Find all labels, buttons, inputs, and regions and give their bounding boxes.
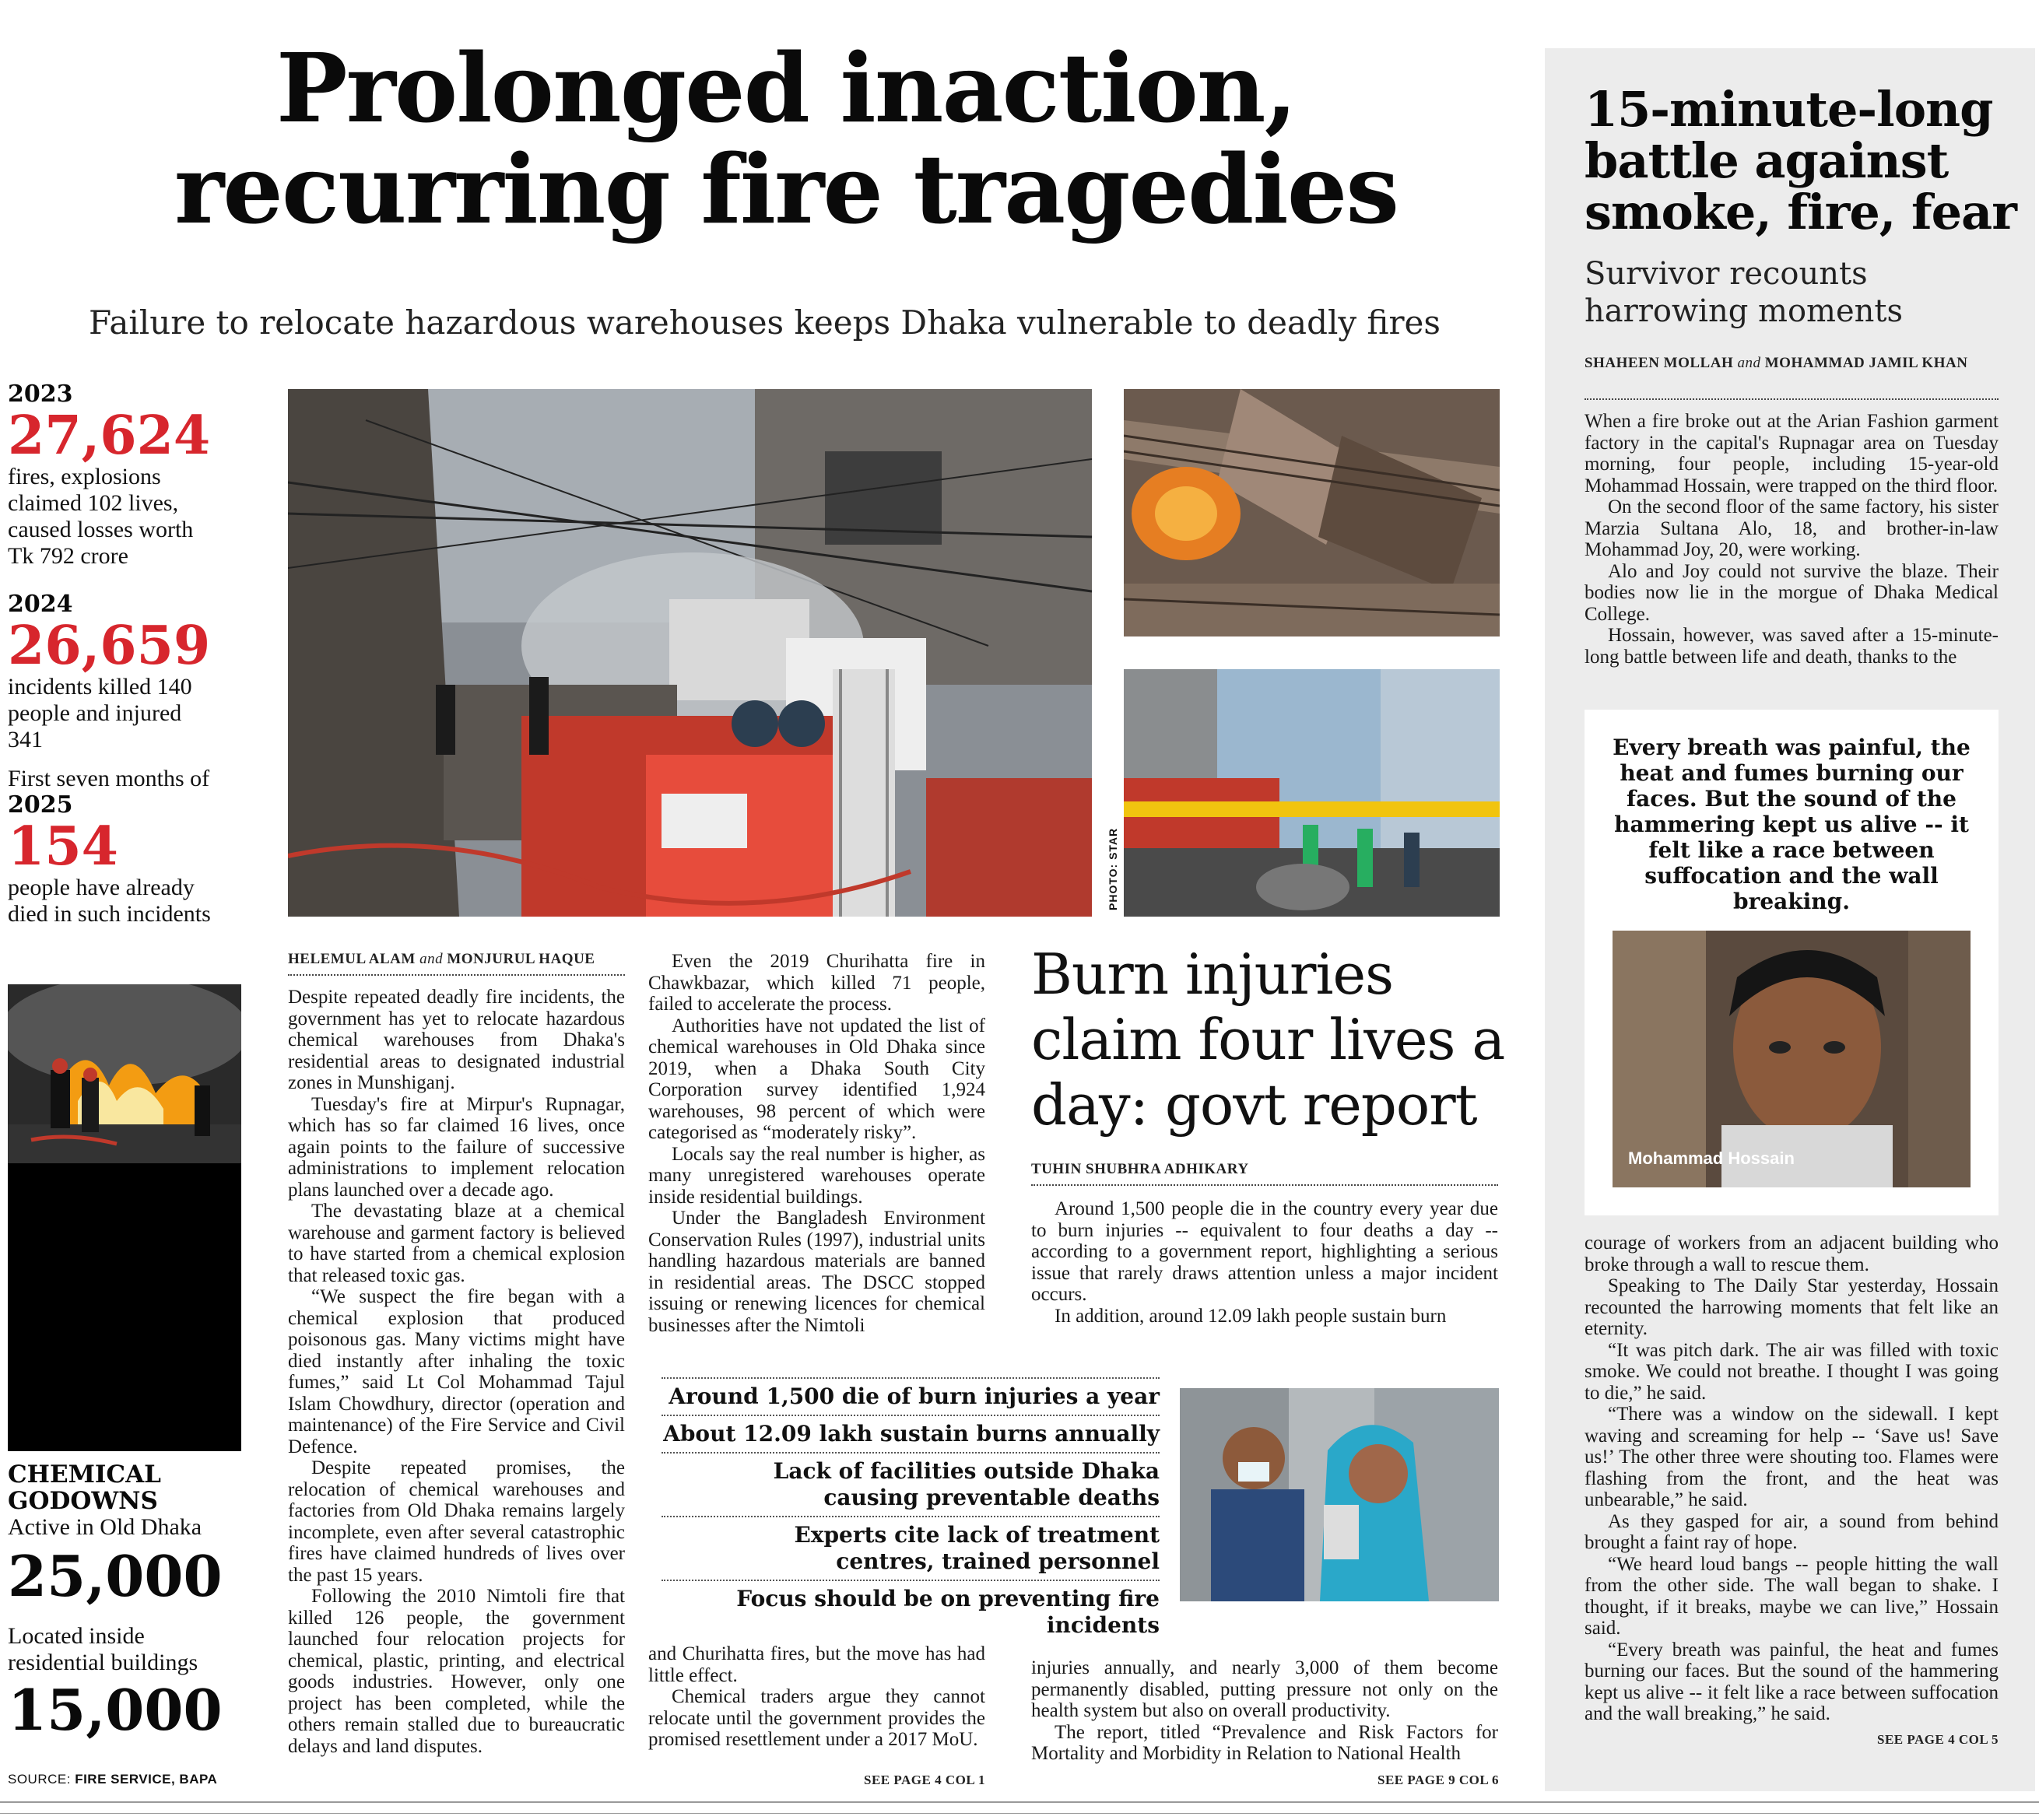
story1-byline-and: and [419,951,444,967]
paragraph: Even the 2019 Churihatta fire in Chawkbazar, which killed 71 people, failed to accelerate the process. [648,951,985,1015]
stat-2025-number: 154 [8,815,118,878]
godowns-block [8,1461,249,1745]
story1-author-a: HELEMUL ALAM [288,951,416,967]
stat-2023-number: 27,624 [8,405,211,467]
story2-headline [1031,942,1514,1138]
story3-author-a: SHAHEEN MOLLAH [1585,355,1734,371]
firefighters-photo [8,984,241,1451]
story2-rule [1031,1184,1498,1186]
source-value: FIRE SERVICE, BAPA [75,1772,218,1787]
story1-jump[interactable]: SEE PAGE 4 COL 1 [864,1773,985,1787]
story2-byline: TUHIN SHUBHRA ADHIKARY [1031,1161,1249,1177]
story3-top [1585,411,1999,668]
stat-2024-text [8,674,249,753]
story3-headline [1585,81,2020,240]
quote-box [1585,710,1999,1215]
highlight-item: Around 1,500 die of burn injuries a year [662,1379,1160,1416]
story2-top [1031,1198,1498,1327]
godowns-resid-number: 15,000 [8,1677,223,1743]
paragraph: Locals say the real number is higher, as many unregistered warehouses operate inside residential buildings. [648,1143,985,1208]
paragraph: When a fire broke out at the Arian Fashion garment factory in the capital's Rupnagar area on Tuesday morning, four people, including 15-year-old Mohammad Hossain, were trapped on the third floor. [1585,411,1999,496]
paragraph: Despite repeated promises, the relocation of chemical warehouses and factories from Old Dhaka remains largely incomplete, even after several catastrophic fires have claimed hundreds of lives over the past 15 years. [288,1457,625,1586]
paragraph: In addition, around 12.09 lakh people sustain burn [1055,1305,1447,1327]
stat-2025-text [8,875,249,928]
story3-subhead-line2: harrowing moments [1585,293,1904,329]
paragraph: Chemical traders argue they cannot relocate until the government provides the promised resettlement under a 2017 MoU. [648,1686,985,1750]
story2-bottom [1031,1657,1498,1765]
stat-2024-number: 26,659 [8,615,211,677]
paragraph: The report, titled “Prevalence and Risk Factors for Mortality and Morbidity in Relation to National Health [1031,1721,1498,1764]
story1-col2-bottom [648,1643,985,1751]
paragraph: “We heard loud bangs -- people hitting the wall from the other side. The wall began to shake. I thought, if it breaks, maybe we can live,” Hossain said. [1585,1553,1999,1639]
story3-subhead-line1: Survivor recounts [1585,256,1868,292]
paragraph: As they gasped for air, a sound from behind brought a faint ray of hope. [1585,1510,1999,1553]
portrait-photo [1613,931,1971,1187]
story1-author-b: MONJURUL HAQUE [447,951,595,967]
stat-text-line: fires, explosions [8,464,161,489]
stat-2023-year: 2023 [8,380,73,408]
paragraph: “We suspect the fire began with a chemical explosion that produced poisonous gas. Many victims might have died instantly after inhaling the toxic fumes,” said Lt Col Mohammad Tajul Islam Chowdhury, director (operation and maintenance) of the Fire Service and Civil Defence. [288,1286,625,1457]
godowns-title-line2: GODOWNS [8,1487,158,1515]
bottom-rule-2 [0,1813,2039,1814]
godowns-title-line1: CHEMICAL [8,1461,161,1489]
story1-rule [288,974,625,976]
main-subhead: Failure to relocate hazardous warehouses keeps Dhaka vulnerable to deadly fires [89,303,1441,342]
stat-text-line: died in such incidents [8,901,211,927]
stat-text-line: Tk 792 crore [8,543,128,569]
paragraph: Under the Bangladesh Environment Conservation Rules (1997), industrial units handling hazardous materials are banned in residential areas. The DSCC stopped issuing or renewing licences for chemical businesses after the Nimtoli [648,1208,985,1336]
stat-2025-intro: First seven months of [8,766,210,791]
main-headline [47,32,1525,245]
highlight-item: Experts cite lack of treatment centres, trained personnel [662,1517,1160,1581]
stat-text-line: people and injured [8,700,182,726]
godowns-title [8,1461,249,1514]
photo-credit: PHOTO: STAR [1107,827,1119,910]
pull-quote: Every breath was painful, the heat and fumes burning our faces. But the sound of the hammering kept us alive -- it felt like a race between suffocation and the wall breaking. [1613,735,1971,914]
story1-byline [288,951,623,968]
story2-headline-line3: day: govt report [1031,1072,1477,1138]
story3-headline-line2: battle against [1585,132,1949,189]
story2-jump[interactable]: SEE PAGE 9 COL 6 [1377,1773,1499,1787]
paragraph: Alo and Joy could not survive the blaze. Their bodies now lie in the morgue of Dhaka Medical College. [1585,560,1999,625]
paragraph: “Every breath was painful, the heat and fumes burning our faces. But the sound of the hammering kept us alive -- it felt like a race between suffocation and the wall breaking,” he said. [1585,1639,1999,1724]
portrait-caption: Mohammad Hossain [1628,1148,1795,1168]
paragraph: On the second floor of the same factory, his sister Marzia Sultana Alo, 18, and brother-in-law Mohammad Joy, 20, were working. [1585,496,1999,560]
story3-headline-line3: smoke, fire, fear [1585,184,2016,240]
story3-bottom [1585,1233,1999,1725]
source-line [8,1772,217,1787]
source-label: SOURCE: [8,1772,71,1787]
paragraph: and Churihatta fires, but the move has had little effect. [648,1643,985,1686]
burned-roof-photo [1124,389,1500,636]
stat-2024-year: 2024 [8,591,73,618]
story3-byline-and: and [1737,355,1761,371]
godowns-resid-label [8,1623,249,1676]
highlight-item: Focus should be on preventing fire incidents [736,1586,1160,1638]
paragraph: injuries annually, and nearly 3,000 of them become permanently disabled, putting pressure not only on the health system but also on overall productivity. [1031,1657,1498,1721]
godowns-resid-line2: residential buildings [8,1650,198,1675]
story2-highlights [662,1377,1160,1643]
grieving-relatives-photo [1180,1388,1499,1601]
paragraph: Speaking to The Daily Star yesterday, Hossain recounted the harrowing moments that felt like an eternity. [1585,1275,1999,1339]
highlight-item: Lack of facilities outside Dhaka causing preventable deaths [662,1454,1160,1517]
story3-headline-line1: 15-minute-long [1585,81,1993,138]
story2-headline-line2: claim four lives a [1031,1007,1505,1072]
story3-byline [1585,355,2005,372]
story3-subhead [1585,255,2020,330]
main-fire-truck-photo [288,389,1092,917]
story1-col1 [288,987,625,1757]
stat-2023-text [8,464,249,570]
godowns-active-label: Active in Old Dhaka [8,1514,202,1540]
stat-text-line: people have already [8,875,195,900]
story3-rule [1585,398,1999,400]
paragraph: courage of workers from an adjacent building who broke through a wall to rescue them. [1585,1233,1999,1275]
stat-2025-year: 2025 [8,791,73,819]
paragraph: The devastating blaze at a chemical warehouse and garment factory is believed to have started from a chemical explosion that released toxic gas. [288,1201,625,1286]
paragraph: Around 1,500 people die in the country every year due to burn injuries -- equivalent to four deaths a day -- according to a government report, highlighting a serious issue that rarely draws attention unless a major incident occurs. [1031,1198,1498,1305]
stat-text-line: incidents killed 140 [8,674,192,700]
story1-col2-top [648,951,985,1336]
stat-text-line: caused losses worth [8,517,194,542]
story2-headline-line1: Burn injuries [1031,942,1394,1007]
godowns-active-number: 25,000 [8,1543,223,1609]
crime-scene-photo [1124,669,1500,917]
paragraph: Despite repeated deadly fire incidents, the government has yet to relocate hazardous chemical warehouses from Dhaka's residential areas to designated industrial zones in Munshiganj. [288,987,625,1093]
stat-text-line: claimed 102 lives, [8,490,179,516]
story3-author-b: MOHAMMAD JAMIL KHAN [1764,355,1968,371]
main-headline-line1: Prolonged inaction, [275,32,1297,144]
paragraph: Following the 2010 Nimtoli fire that killed 126 people, the government launched four relocation projects for chemical, plastic, printing, and electrical goods industries. However, only one project has been completed, while the others remain stalled due to bureaucratic delays and land disputes. [288,1586,625,1757]
paragraph: “It was pitch dark. The air was filled with toxic smoke. We could not breathe. I thought I was going to die,” he said. [1585,1339,1999,1404]
story3-jump[interactable]: SEE PAGE 4 COL 5 [1877,1732,1999,1747]
highlight-item: About 12.09 lakh sustain burns annually [662,1416,1160,1454]
paragraph: “There was a window on the sidewall. I kept waving and screaming for help -- ‘Save us! Save us!’ The other three were shouting too. Flames were flashing from the front, and the heat was unbearable,” he said. [1585,1404,1999,1510]
bottom-rule [0,1801,2039,1803]
paragraph: Authorities have not updated the list of chemical warehouses in Old Dhaka since 2019, when a Dhaka South City Corporation survey identified 1,924 warehouses, 98 percent of which were categorised as “moderately risky”. [648,1015,985,1143]
stat-text-line: 341 [8,727,43,752]
paragraph: Hossain, however, was saved after a 15-minute-long battle between life and death, thanks to the [1585,625,1999,668]
main-headline-line2: recurring fire tragedies [174,133,1398,245]
godowns-resid-line1: Located inside [8,1623,145,1649]
stats-column [8,381,249,928]
paragraph: Tuesday's fire at Mirpur's Rupnagar, which has so far claimed 16 lives, once again points to the failure of successive administrations to implement relocation plans launched over a decade ago. [288,1093,625,1201]
